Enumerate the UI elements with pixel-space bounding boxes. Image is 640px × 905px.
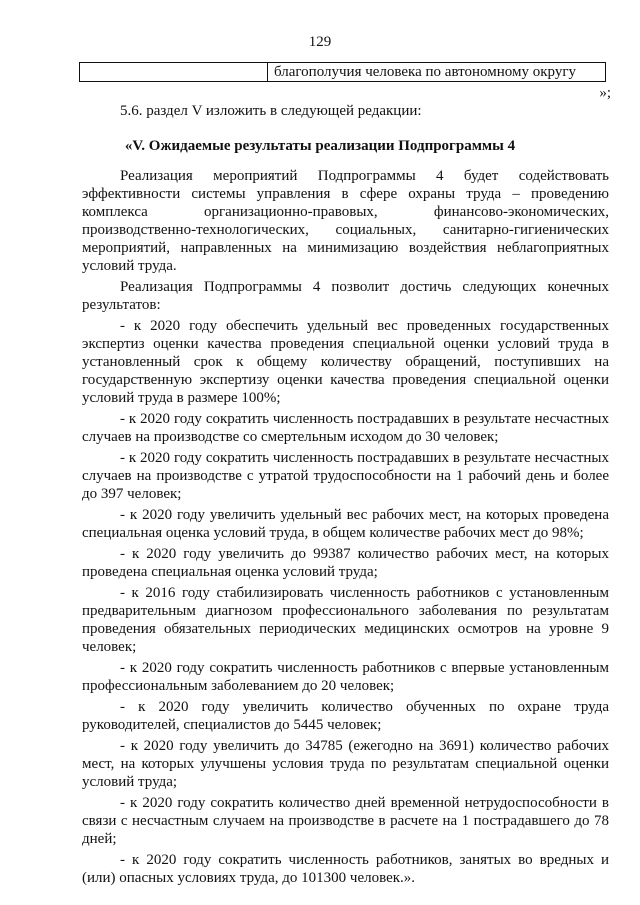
- page-number: 129: [308, 34, 332, 50]
- paragraph: - к 2020 году увеличить удельный вес рабочих мест, на которых проведена специальная оценка условий труда, в общем количестве рабочих мест до 98%;: [82, 507, 609, 541]
- table-fragment: [79, 62, 606, 82]
- body-text: [82, 167, 609, 890]
- paragraph: - к 2020 году увеличить до 99387 количество рабочих мест, на которых проведена специальная оценка условий труда;: [82, 546, 609, 580]
- paragraph: - к 2020 году обеспечить удельный вес проведенных государственных экспертиз оценки качества проведения специальной оценки условий труда в установленный срок к общему количеству обращений, поступивших на государственную экспертизу оценки качества проведения специальной оценки условий труда в размере 100%;: [82, 318, 609, 406]
- section-heading: «V. Ожидаемые результаты реализации Подпрограммы 4: [124, 138, 516, 154]
- paragraph: - к 2020 году сократить численность работников с впервые установленным профессиональным заболеванием до 20 человек;: [82, 660, 609, 694]
- table-row: [80, 63, 606, 82]
- paragraph: - к 2020 году сократить количество дней временной нетрудоспособности в связи с несчастным случаем на производстве в расчете на 1 пострадавшего до 78 дней;: [82, 795, 609, 847]
- closing-quote: »;: [599, 85, 611, 101]
- paragraph: Реализация Подпрограммы 4 позволит достичь следующих конечных результатов:: [82, 279, 609, 313]
- paragraph: - к 2020 году увеличить до 34785 (ежегодно на 3691) количество рабочих мест, на которых улучшены условия труда по результатам специальной оценки условий труда;: [82, 738, 609, 790]
- paragraph: - к 2020 году увеличить количество обученных по охране труда руководителей, специалистов до 5445 человек;: [82, 699, 609, 733]
- paragraph: Реализация мероприятий Подпрограммы 4 будет содействовать эффективности системы управления в сфере охраны труда – проведению комплекса организационно-правовых, финансово-экономических, производственно-технологических, социальных, санитарно-гигиенических мероприятий, направленных на минимизацию воздействия неблагоприятных условий труда.: [82, 168, 609, 274]
- table-cell-left: [80, 63, 268, 82]
- table-cell-right: благополучия человека по автономному округу: [268, 63, 606, 82]
- paragraph: - к 2020 году сократить численность пострадавших в результате несчастных случаев на производстве со смертельным исходом до 30 человек;: [82, 411, 609, 445]
- paragraph: - к 2020 году сократить численность работников, занятых во вредных и (или) опасных условиях труда, до 101300 человек.».: [82, 852, 609, 886]
- paragraph: - к 2020 году сократить численность пострадавших в результате несчастных случаев на производстве с утратой трудоспособности на 1 рабочий день и более до 397 человек;: [82, 450, 609, 502]
- amendment-instruction: 5.6. раздел V изложить в следующей редакции:: [120, 103, 422, 119]
- paragraph: - к 2016 году стабилизировать численность работников с установленным предварительным диагнозом профессионального заболевания по результатам проведения обязательных периодических медицинских осмотров на уровне 9 человек;: [82, 585, 609, 655]
